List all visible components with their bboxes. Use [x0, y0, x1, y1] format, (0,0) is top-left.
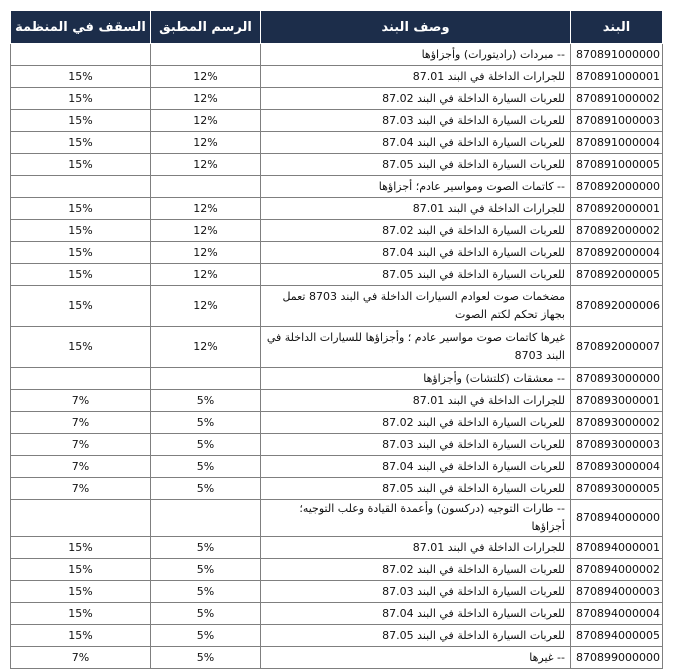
table-row — [11, 110, 663, 132]
applied-rate-cell: 5% — [151, 390, 261, 412]
applied-rate-cell: 5% — [151, 559, 261, 581]
table-row — [11, 242, 663, 264]
ceiling-cell: 15% — [11, 327, 151, 368]
code-cell: 870893000004 — [571, 456, 663, 478]
code-cell: 870891000004 — [571, 132, 663, 154]
table-row — [11, 434, 663, 456]
table-row — [11, 264, 663, 286]
ceiling-cell: 7% — [11, 478, 151, 500]
table-row — [11, 559, 663, 581]
code-cell: 870892000000 — [571, 176, 663, 198]
table-row — [11, 478, 663, 500]
applied-rate-cell: 5% — [151, 581, 261, 603]
ceiling-cell: 15% — [11, 88, 151, 110]
table-row — [11, 581, 663, 603]
description-cell: مضخمات صوت لعوادم السيارات الداخلة في البند 8703 تعمل بجهاز تحكم لكتم الصوت — [261, 286, 571, 327]
applied-rate-cell — [151, 176, 261, 198]
code-cell: 870891000000 — [571, 44, 663, 66]
ceiling-cell: 7% — [11, 412, 151, 434]
applied-rate-cell: 12% — [151, 66, 261, 88]
table-header-row — [11, 11, 663, 44]
applied-rate-cell: 12% — [151, 132, 261, 154]
ceiling-cell: 7% — [11, 434, 151, 456]
code-cell: 870892000004 — [571, 242, 663, 264]
ceiling-cell: 15% — [11, 559, 151, 581]
description-cell: غيرها كاتمات صوت مواسير عادم ؛ وأجزاؤها للسيارات الداخلة في البند 8703 — [261, 327, 571, 368]
code-cell: 870892000001 — [571, 198, 663, 220]
description-cell: للعربات السيارة الداخلة في البند 87.04 — [261, 132, 571, 154]
description-cell: للعربات السيارة الداخلة في البند 87.04 — [261, 242, 571, 264]
table-row — [11, 88, 663, 110]
code-cell: 870899000000 — [571, 647, 663, 669]
description-cell: للجرارات الداخلة في البند 87.01 — [261, 66, 571, 88]
description-cell: -- كاتمات الصوت ومواسير عادم؛ أجزاؤها — [261, 176, 571, 198]
code-cell: 870892000002 — [571, 220, 663, 242]
ceiling-cell: 7% — [11, 390, 151, 412]
table-row — [11, 500, 663, 537]
description-cell: للعربات السيارة الداخلة في البند 87.04 — [261, 456, 571, 478]
ceiling-cell: 15% — [11, 220, 151, 242]
description-cell: للجرارات الداخلة في البند 87.01 — [261, 537, 571, 559]
table-row — [11, 647, 663, 669]
description-cell: للعربات السيارة الداخلة في البند 87.03 — [261, 581, 571, 603]
applied-rate-cell: 12% — [151, 242, 261, 264]
code-cell: 870892000007 — [571, 327, 663, 368]
table-row — [11, 44, 663, 66]
ceiling-cell: 15% — [11, 198, 151, 220]
code-cell: 870893000000 — [571, 368, 663, 390]
applied-rate-cell: 12% — [151, 264, 261, 286]
table-row — [11, 390, 663, 412]
table-row — [11, 625, 663, 647]
applied-rate-cell — [151, 500, 261, 537]
code-cell: 870891000002 — [571, 88, 663, 110]
table-row — [11, 286, 663, 327]
code-cell: 870892000006 — [571, 286, 663, 327]
applied-rate-cell: 12% — [151, 327, 261, 368]
table-row — [11, 537, 663, 559]
code-cell: 870891000003 — [571, 110, 663, 132]
ceiling-cell: 15% — [11, 581, 151, 603]
code-cell: 870892000005 — [571, 264, 663, 286]
applied-rate-cell: 12% — [151, 88, 261, 110]
table-row — [11, 220, 663, 242]
applied-rate-cell: 5% — [151, 456, 261, 478]
applied-rate-cell: 12% — [151, 154, 261, 176]
table-row — [11, 176, 663, 198]
ceiling-cell: 15% — [11, 242, 151, 264]
table-row — [11, 66, 663, 88]
code-cell: 870893000005 — [571, 478, 663, 500]
description-cell: -- معشقات (كلتشات) وأجزاؤها — [261, 368, 571, 390]
tariff-table-container — [10, 10, 662, 669]
applied-rate-cell: 5% — [151, 412, 261, 434]
description-cell: للعربات السيارة الداخلة في البند 87.05 — [261, 264, 571, 286]
header-code: البند — [571, 11, 663, 44]
applied-rate-cell: 12% — [151, 286, 261, 327]
description-cell: -- طارات التوجيه (دركسون) وأعمدة القيادة وعلب التوجيه؛ أجزاؤها — [261, 500, 571, 537]
code-cell: 870893000003 — [571, 434, 663, 456]
table-row — [11, 456, 663, 478]
code-cell: 870891000001 — [571, 66, 663, 88]
code-cell: 870894000003 — [571, 581, 663, 603]
header-description: وصف البند — [261, 11, 571, 44]
description-cell: للعربات السيارة الداخلة في البند 87.02 — [261, 559, 571, 581]
table-row — [11, 412, 663, 434]
applied-rate-cell: 5% — [151, 647, 261, 669]
ceiling-cell — [11, 44, 151, 66]
ceiling-cell — [11, 176, 151, 198]
table-row — [11, 198, 663, 220]
ceiling-cell: 15% — [11, 154, 151, 176]
applied-rate-cell: 5% — [151, 537, 261, 559]
ceiling-cell — [11, 368, 151, 390]
code-cell: 870894000002 — [571, 559, 663, 581]
description-cell: -- مبردات (راديتورات) وأجزاؤها — [261, 44, 571, 66]
applied-rate-cell: 12% — [151, 198, 261, 220]
description-cell: للجرارات الداخلة في البند 87.01 — [261, 390, 571, 412]
description-cell: للعربات السيارة الداخلة في البند 87.05 — [261, 478, 571, 500]
description-cell: للعربات السيارة الداخلة في البند 87.02 — [261, 88, 571, 110]
applied-rate-cell: 5% — [151, 478, 261, 500]
header-ceiling: السقف في المنظمة — [11, 11, 151, 44]
ceiling-cell: 15% — [11, 537, 151, 559]
table-row — [11, 154, 663, 176]
ceiling-cell: 15% — [11, 603, 151, 625]
code-cell: 870894000005 — [571, 625, 663, 647]
applied-rate-cell: 5% — [151, 603, 261, 625]
description-cell: للعربات السيارة الداخلة في البند 87.03 — [261, 434, 571, 456]
applied-rate-cell — [151, 44, 261, 66]
code-cell: 870893000002 — [571, 412, 663, 434]
ceiling-cell: 15% — [11, 625, 151, 647]
ceiling-cell: 15% — [11, 132, 151, 154]
applied-rate-cell: 12% — [151, 110, 261, 132]
table-row — [11, 603, 663, 625]
header-applied-rate: الرسم المطبق — [151, 11, 261, 44]
code-cell: 870893000001 — [571, 390, 663, 412]
code-cell: 870894000000 — [571, 500, 663, 537]
table-body — [11, 44, 663, 669]
applied-rate-cell: 12% — [151, 220, 261, 242]
description-cell: للعربات السيارة الداخلة في البند 87.05 — [261, 625, 571, 647]
ceiling-cell: 7% — [11, 647, 151, 669]
table-row — [11, 368, 663, 390]
applied-rate-cell — [151, 368, 261, 390]
applied-rate-cell: 5% — [151, 434, 261, 456]
description-cell: -- غيرها — [261, 647, 571, 669]
description-cell: للعربات السيارة الداخلة في البند 87.04 — [261, 603, 571, 625]
code-cell: 870891000005 — [571, 154, 663, 176]
tariff-table — [10, 10, 663, 669]
description-cell: للجرارات الداخلة في البند 87.01 — [261, 198, 571, 220]
description-cell: للعربات السيارة الداخلة في البند 87.03 — [261, 110, 571, 132]
ceiling-cell: 7% — [11, 456, 151, 478]
code-cell: 870894000004 — [571, 603, 663, 625]
ceiling-cell: 15% — [11, 264, 151, 286]
description-cell: للعربات السيارة الداخلة في البند 87.02 — [261, 220, 571, 242]
ceiling-cell: 15% — [11, 286, 151, 327]
description-cell: للعربات السيارة الداخلة في البند 87.05 — [261, 154, 571, 176]
description-cell: للعربات السيارة الداخلة في البند 87.02 — [261, 412, 571, 434]
applied-rate-cell: 5% — [151, 625, 261, 647]
ceiling-cell — [11, 500, 151, 537]
ceiling-cell: 15% — [11, 110, 151, 132]
ceiling-cell: 15% — [11, 66, 151, 88]
table-row — [11, 327, 663, 368]
code-cell: 870894000001 — [571, 537, 663, 559]
table-row — [11, 132, 663, 154]
